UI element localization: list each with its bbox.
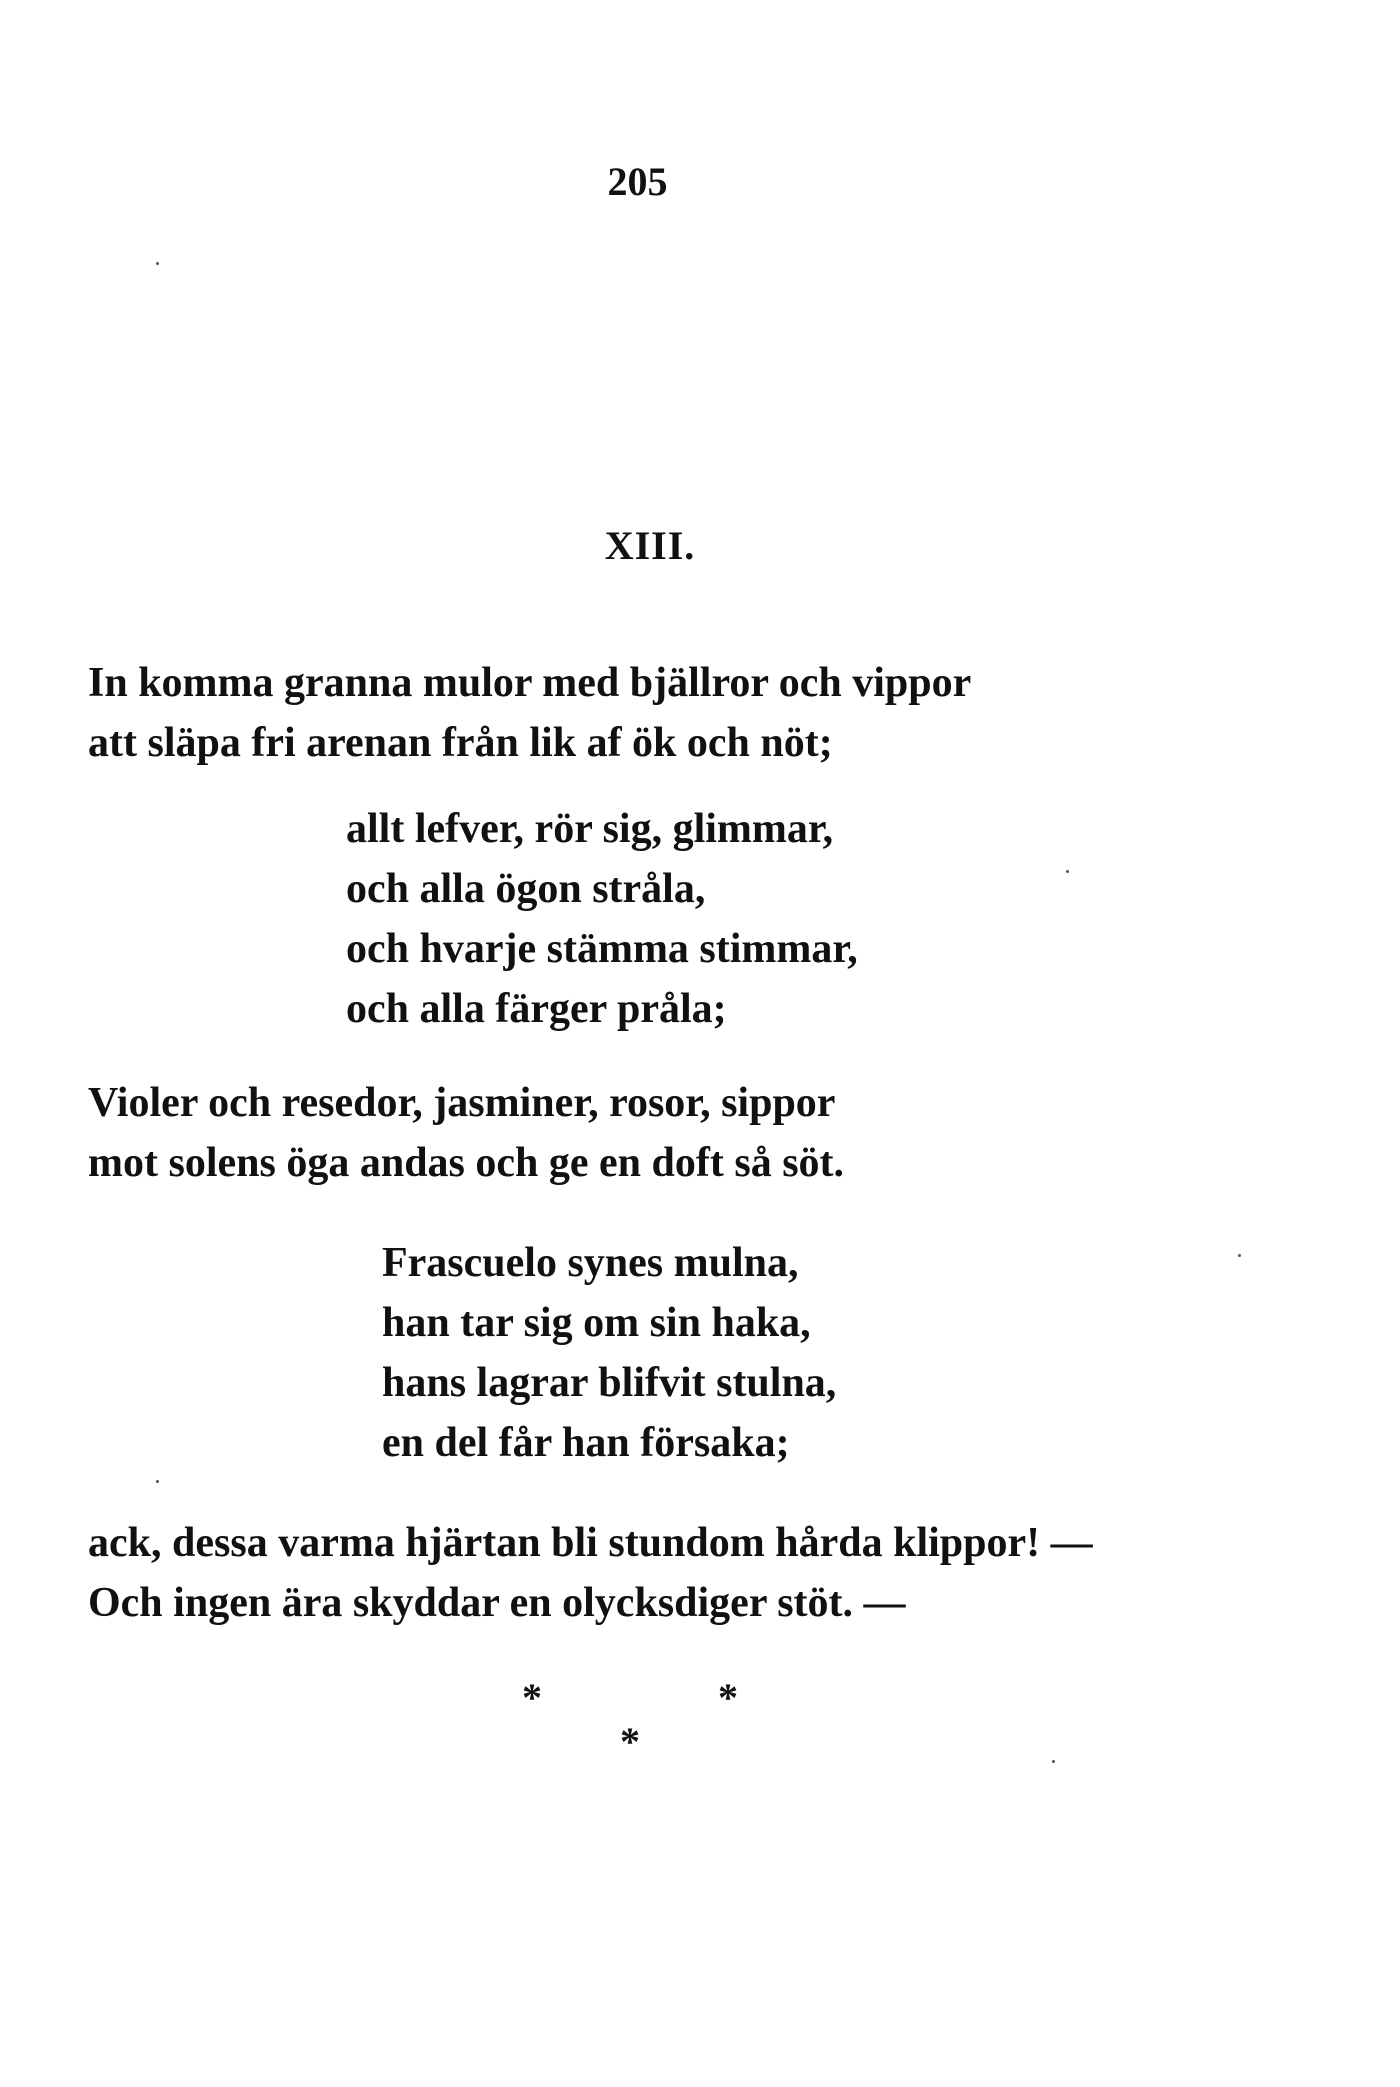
page-number: 205 (607, 159, 668, 204)
scan-speck (156, 1480, 159, 1483)
asterisk: * (522, 1675, 542, 1720)
verse-line: och alla ögon stråla, (346, 866, 706, 912)
verse-line: hans lagrar blifvit stulna, (382, 1360, 837, 1406)
verse-line: ack, dessa varma hjärtan bli stundom hårda klippor! — (88, 1520, 1093, 1566)
verse-line: Och ingen ära skyddar en olycksdiger stöt. — (88, 1580, 906, 1626)
asterisk: * (718, 1675, 738, 1720)
verse-line: Frascuelo synes mulna, (382, 1240, 799, 1286)
verse-line: och alla färger pråla; (346, 986, 727, 1032)
scan-speck (1238, 1254, 1241, 1257)
verse-line: en del får han försaka; (382, 1420, 790, 1466)
verse-line: Violer och resedor, jasminer, rosor, sippor (88, 1080, 836, 1126)
verse-line: att släpa fri arenan från lik af ök och nöt; (88, 720, 833, 766)
verse-line: In komma granna mulor med bjällror och vippor (88, 660, 972, 706)
asterisk: * (620, 1719, 640, 1764)
scan-speck (1066, 870, 1069, 873)
scan-speck (156, 262, 159, 265)
section-heading: XIII. (604, 523, 696, 568)
verse-line: han tar sig om sin haka, (382, 1300, 811, 1346)
verse-line: mot solens öga andas och ge en doft så söt. (88, 1140, 845, 1186)
scan-speck (1052, 1760, 1055, 1763)
verse-line: och hvarje stämma stimmar, (346, 926, 858, 972)
verse-line: allt lefver, rör sig, glimmar, (346, 806, 834, 852)
